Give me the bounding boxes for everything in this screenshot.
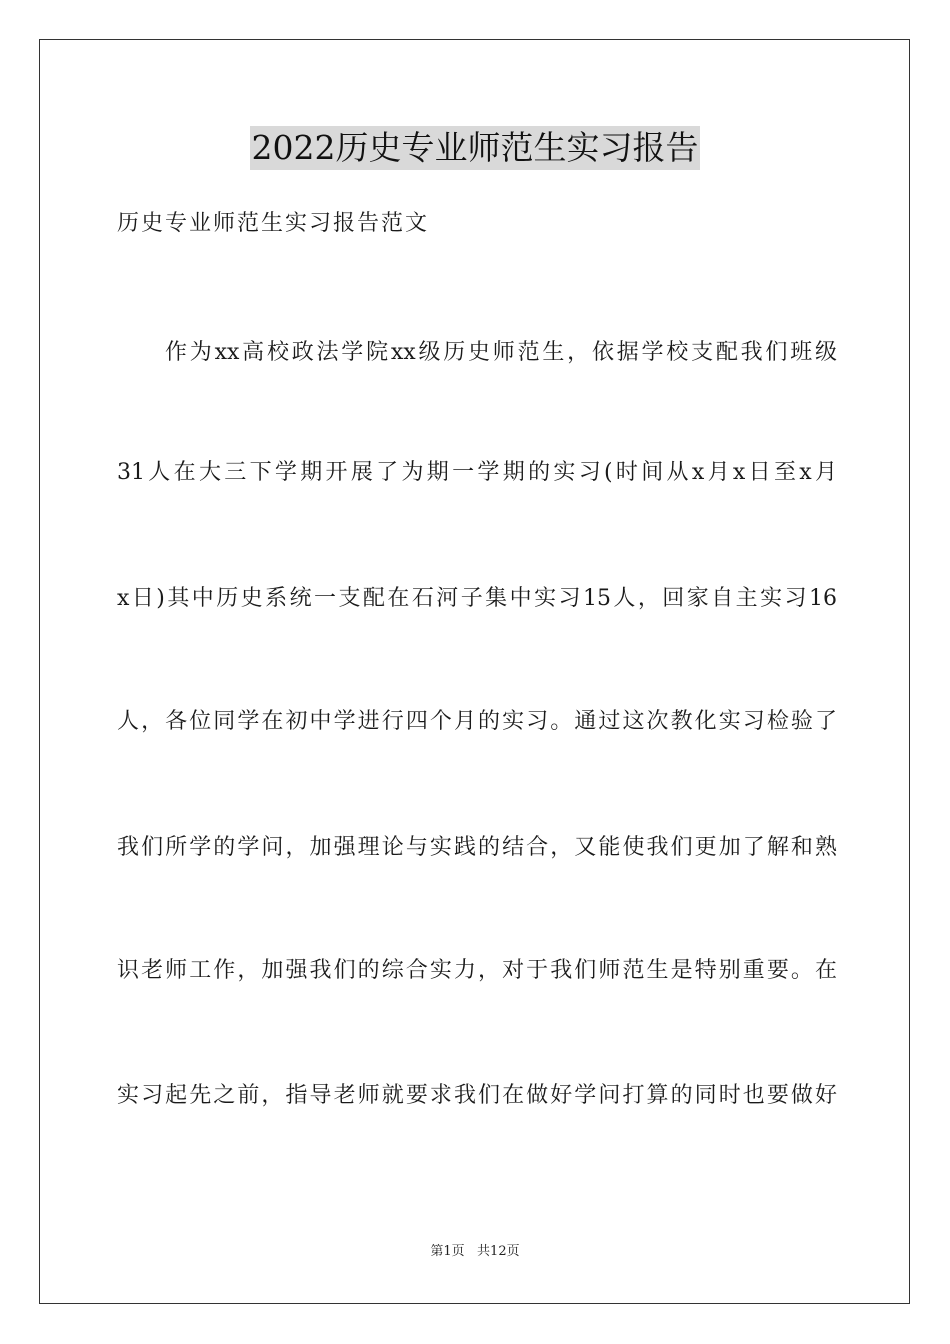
document-subtitle: 历史专业师范生实习报告范文 (117, 211, 430, 236)
body-line-1: 作为xx高校政法学院xx级历史师范生，依据学校支配我们班级 (165, 340, 837, 365)
body-line-3: x日)其中历史系统一支配在石河子集中实习15人，回家自主实习16 (117, 586, 837, 611)
body-line-4: 人，各位同学在初中学进行四个月的实习。通过这次教化实习检验了 (117, 709, 837, 734)
body-line-7: 实习起先之前，指导老师就要求我们在做好学问打算的同时也要做好 (117, 1083, 837, 1108)
body-line-6: 识老师工作，加强我们的综合实力，对于我们师范生是特别重要。在 (117, 958, 837, 983)
body-line-5: 我们所学的学问，加强理论与实践的结合，又能使我们更加了解和熟 (117, 835, 837, 860)
body-line-2: 31人在大三下学期开展了为期一学期的实习(时间从x月x日至x月 (117, 460, 837, 485)
page-footer: 第1页 共12页 (430, 1244, 520, 1259)
document-title: 2022历史专业师范生实习报告 (250, 126, 701, 170)
title-wrapper (0, 126, 950, 170)
